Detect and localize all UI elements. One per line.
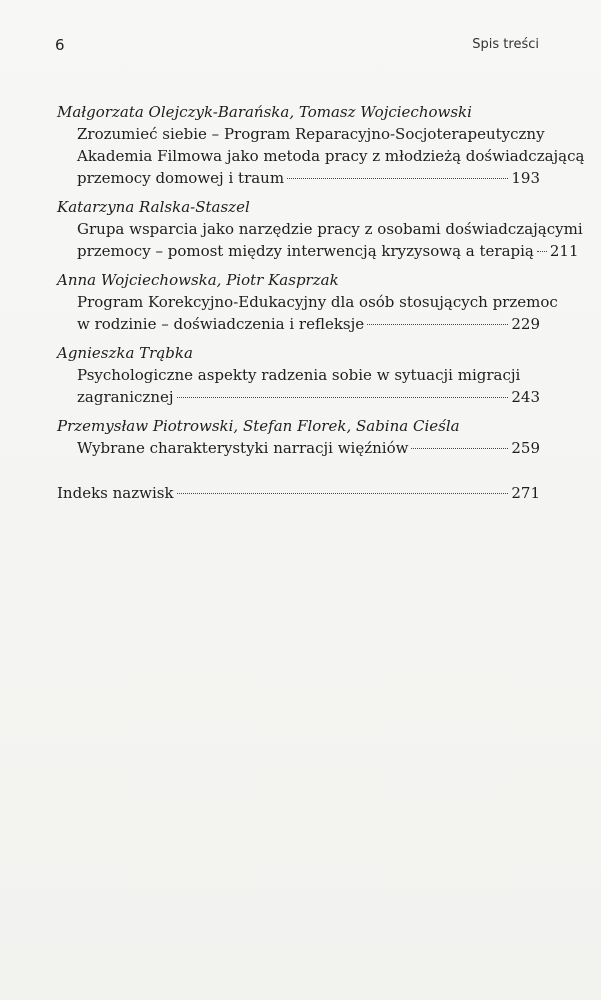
dot-leader bbox=[367, 324, 508, 325]
toc-entry-title-line: Akademia Filmowa jako metoda pracy z młodzieżą doświadczającą bbox=[77, 147, 585, 165]
toc-entry-title-line: Wybrane charakterystyki narracji więźniów bbox=[77, 439, 409, 457]
toc-entry-title-line: przemocy domowej i traum bbox=[77, 169, 285, 187]
toc-index-entry bbox=[57, 482, 540, 504]
toc-entry-title-line: Psychologiczne aspekty radzenia sobie w sytuacji migracji bbox=[77, 366, 521, 384]
toc-entry-leader-line bbox=[57, 386, 540, 408]
toc-entry-page: 211 bbox=[549, 242, 579, 260]
toc-entry-title-line: Zrozumieć siebie – Program Reparacyjno-Socjoterapeutyczny bbox=[77, 125, 545, 143]
table-of-contents bbox=[57, 101, 585, 511]
page-number: 6 bbox=[55, 36, 65, 54]
toc-entry-authors: Przemysław Piotrowski, Stefan Florek, Sabina Cieśla bbox=[57, 417, 460, 435]
toc-entry bbox=[57, 342, 540, 408]
toc-entry-title-line: przemocy – pomost między interwencją kryzysową a terapią bbox=[77, 242, 534, 260]
index-page: 271 bbox=[511, 484, 540, 502]
toc-entry-leader-line bbox=[57, 240, 579, 262]
toc-entry-authors: Katarzyna Ralska-Staszel bbox=[57, 198, 250, 216]
toc-entry bbox=[57, 269, 558, 335]
toc-entry-title-line: Program Korekcyjno-Edukacyjny dla osób stosujących przemoc bbox=[77, 293, 558, 311]
dot-leader bbox=[287, 178, 508, 179]
toc-entry-authors: Małgorzata Olejczyk-Barańska, Tomasz Wojciechowski bbox=[57, 103, 472, 121]
dot-leader bbox=[537, 251, 547, 252]
section-spacer bbox=[57, 466, 540, 482]
toc-entry-title-line: Grupa wsparcia jako narzędzie pracy z osobami doświadczającymi bbox=[77, 220, 583, 238]
toc-entry-page: 193 bbox=[511, 169, 540, 187]
dot-leader bbox=[177, 397, 509, 398]
toc-entry-title-line: w rodzinie – doświadczenia i refleksje bbox=[77, 315, 365, 333]
toc-entry-leader-line bbox=[57, 482, 540, 504]
toc-entry bbox=[57, 415, 540, 459]
toc-entry bbox=[57, 196, 583, 262]
index-label: Indeks nazwisk bbox=[57, 484, 174, 502]
toc-entry-page: 243 bbox=[511, 388, 540, 406]
toc-entry-authors: Anna Wojciechowska, Piotr Kasprzak bbox=[57, 271, 339, 289]
dot-leader bbox=[411, 448, 508, 449]
toc-entry-authors: Agnieszka Trąbka bbox=[57, 344, 193, 362]
toc-entry bbox=[57, 101, 585, 189]
toc-entry-leader-line bbox=[57, 313, 540, 335]
toc-entry-leader-line bbox=[57, 167, 540, 189]
toc-entry-title-line: zagranicznej bbox=[77, 388, 174, 406]
running-head: Spis treści bbox=[472, 37, 539, 52]
toc-entry-page: 229 bbox=[511, 315, 540, 333]
dot-leader bbox=[177, 493, 509, 494]
toc-entry-leader-line bbox=[57, 437, 540, 459]
toc-entry-page: 259 bbox=[511, 439, 540, 457]
